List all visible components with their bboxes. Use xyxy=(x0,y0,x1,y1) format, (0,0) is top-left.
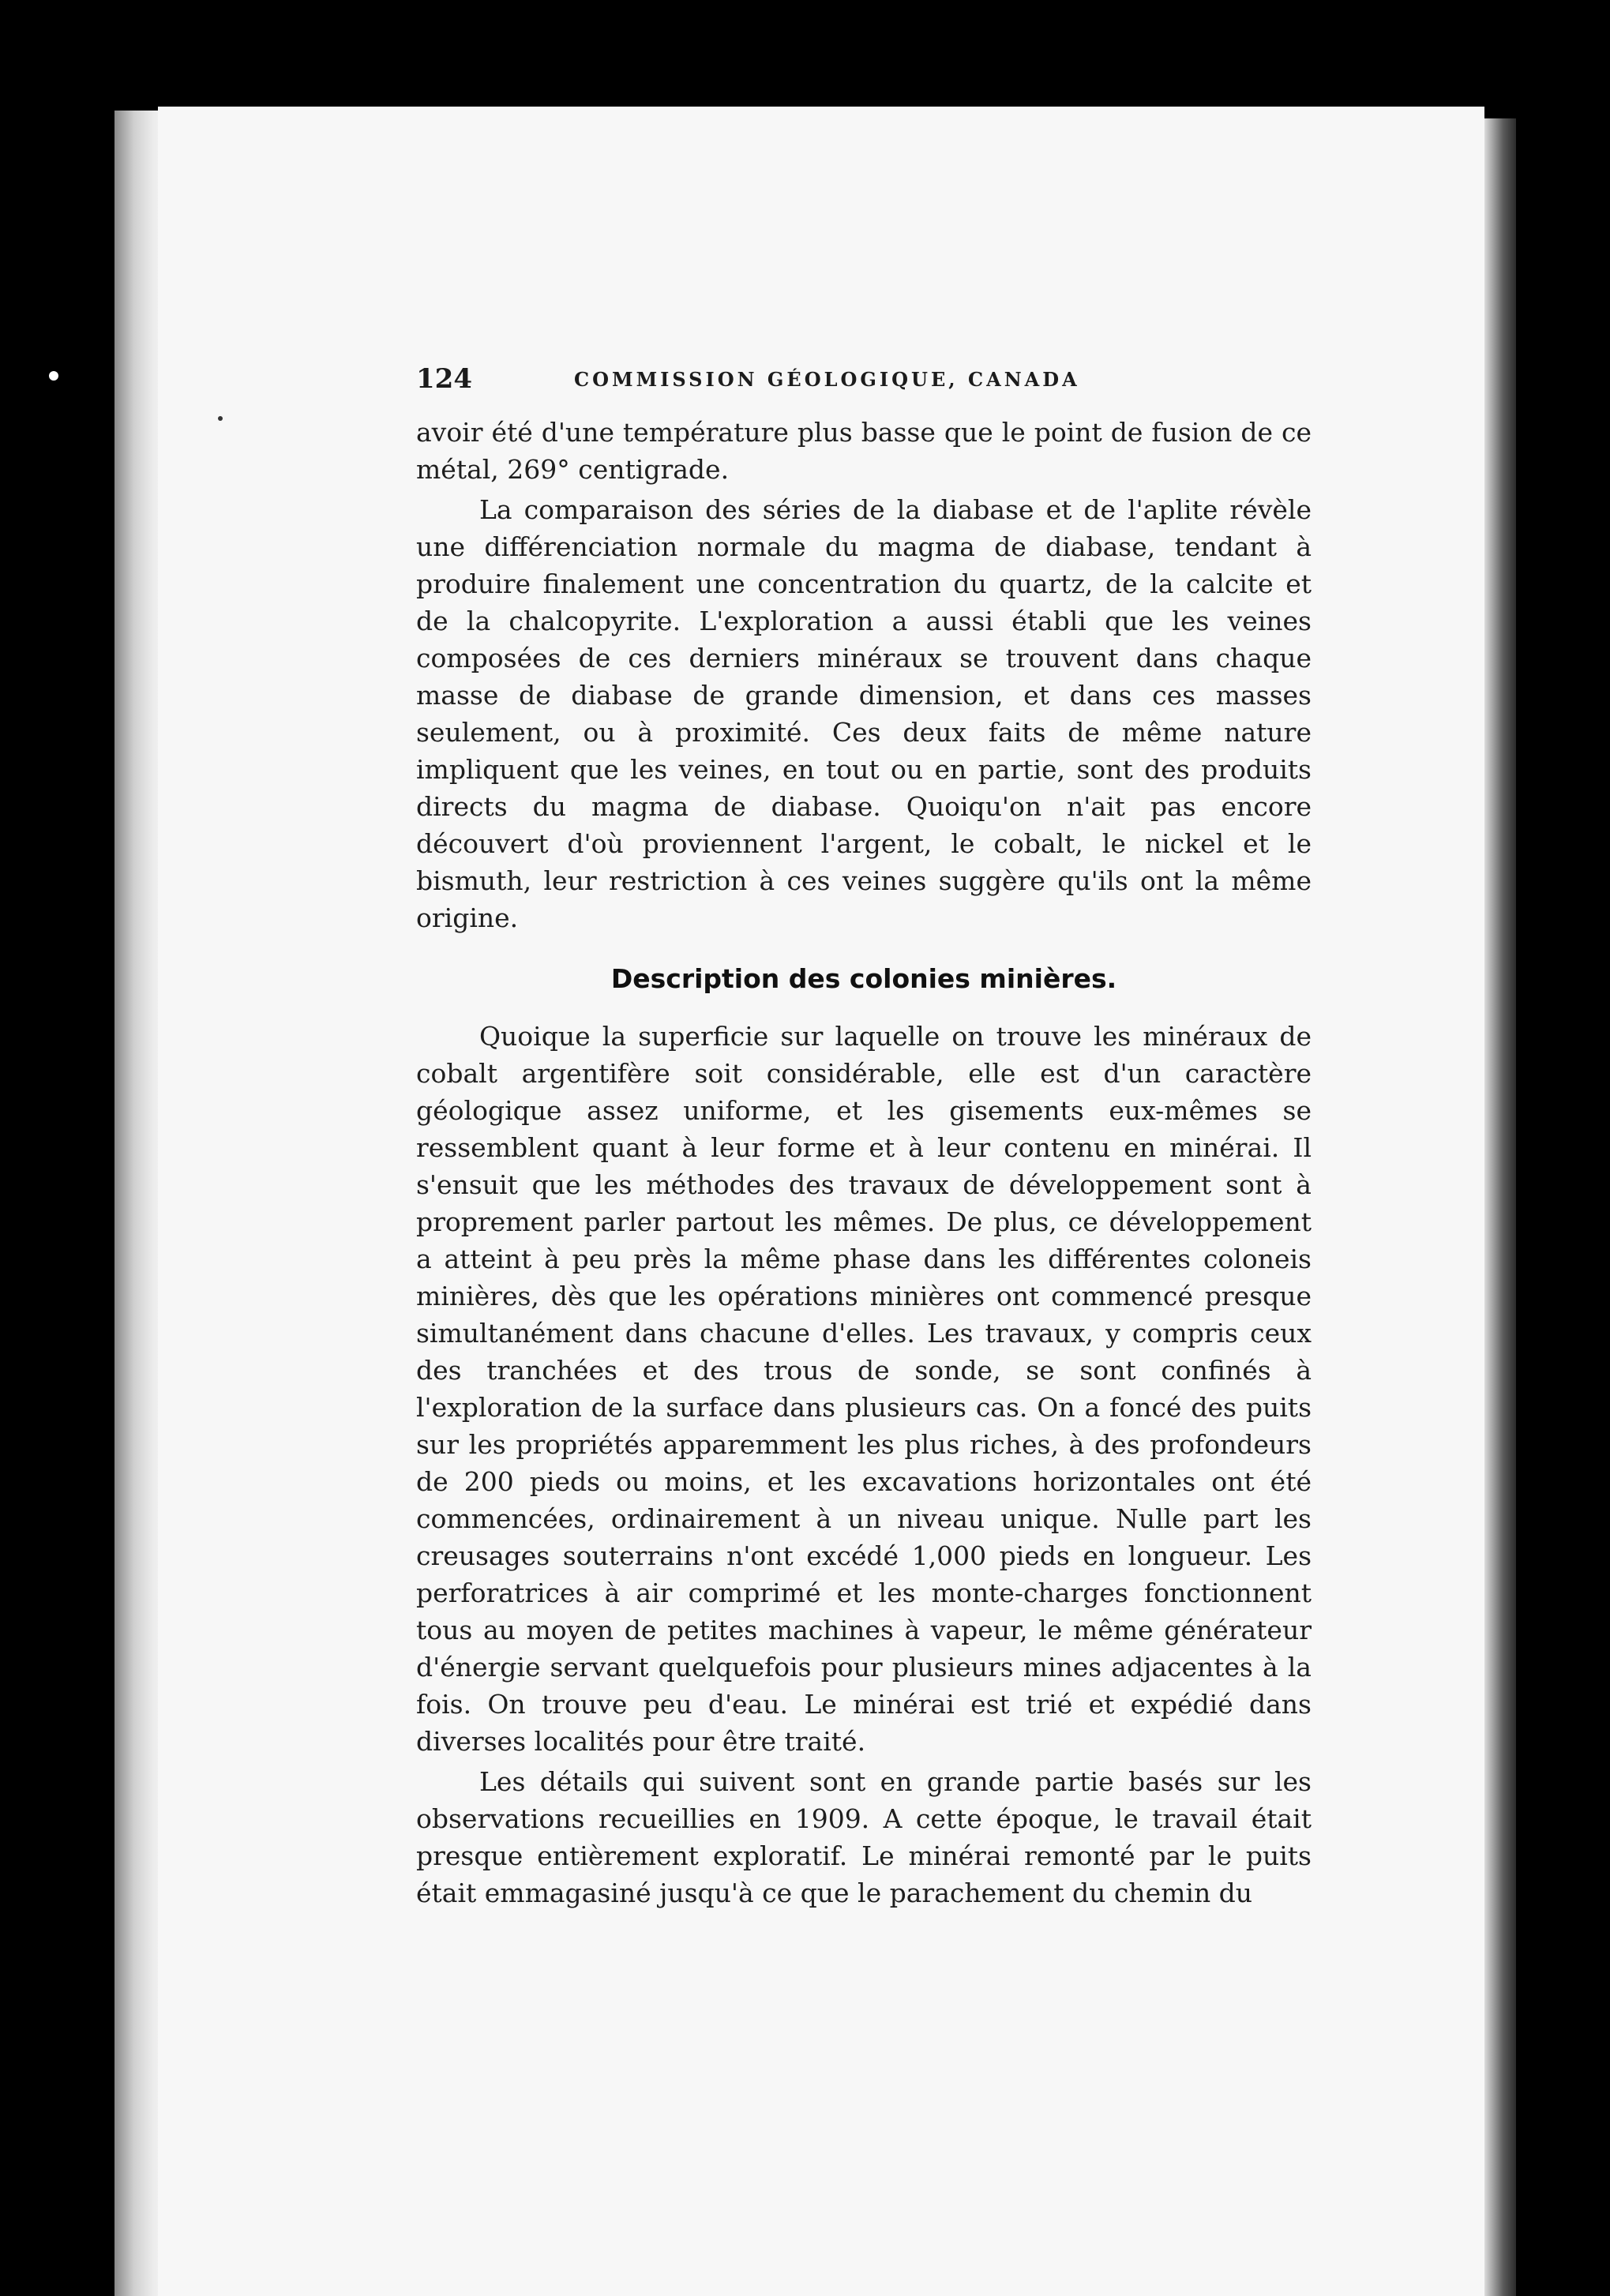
running-title: COMMISSION GÉOLOGIQUE, CANADA xyxy=(574,368,1080,391)
page-content xyxy=(416,363,1312,1911)
margin-mark xyxy=(218,416,223,421)
margin-speck xyxy=(49,371,58,381)
section-heading: Description des colonies minières. xyxy=(610,963,1117,994)
running-head xyxy=(416,363,1312,395)
paragraph-continuation: avoir été d'une température plus basse que le point de fusion de ce métal, 269° centigrade. xyxy=(416,417,1312,485)
paragraph-description: Quoique la superficie sur laquelle on trouve les minéraux de cobalt argentifère soit considérable, elle est d'un caractère géologique assez uniforme, et les gisements eux-mêmes se ressemblent quant à leur forme et à leur contenu en minérai. Il s'ensuit que les méthodes des travaux de développement sont à proprement parler partout les mêmes. De plus, ce développement a atteint à peu près la même phase dans les différentes coloneis minières, dès que les opérations minières ont commencé presque simultanément dans chacune d'elles. Les travaux, y compris ceux des tranchées et des trous de sonde, se sont confinés à l'exploration de la surface dans plusieurs cas. On a foncé des puits sur les propriétés apparemment les plus riches, à des profondeurs de 200 pieds ou moins, et les excavations horizontales ont été commencées, ordinairement à un niveau unique. Nulle part les creusages souterrains n'ont excédé 1,000 pieds en longueur. Les perforatrices à air comprimé et les monte-charges fonctionnent tous au moyen de petites machines à vapeur, le même générateur d'énergie servant quelquefois pour plusieurs mines adjacentes à la fois. On trouve peu d'eau. Le minérai est trié et expédié dans diverses localités pour être traité. xyxy=(416,1021,1312,1757)
paragraph-comparison: La comparaison des séries de la diabase et de l'aplite révèle une différenciation normale du magma de diabase, tendant à produire finalement une concentration du quartz, de la calcite et de la chalcopyrite. L'exploration a aussi établi que les veines composées de ces derniers minéraux se trouvent dans chaque masse de diabase de grande dimension, et dans ces masses seulement, ou à proximité. Ces deux faits de même nature impliquent que les veines, en tout ou en partie, sont des produits directs du magma de diabase. Quoiqu'on n'ait pas encore découvert d'où proviennent l'argent, le cobalt, le nickel et le bismuth, leur restriction à ces veines suggère qu'ils ont la même origine. xyxy=(416,494,1312,933)
page-number: 124 xyxy=(416,363,472,395)
right-page-edge xyxy=(1484,118,1516,2296)
paragraph-details: Les détails qui suivent sont en grande partie basés sur les observations recueillies en 1909. A cette époque, le travail était presque entièrement exploratif. Le minérai remonté par le puits était emmagasiné jusqu'à ce que le parachement du chemin du xyxy=(416,1766,1312,1908)
